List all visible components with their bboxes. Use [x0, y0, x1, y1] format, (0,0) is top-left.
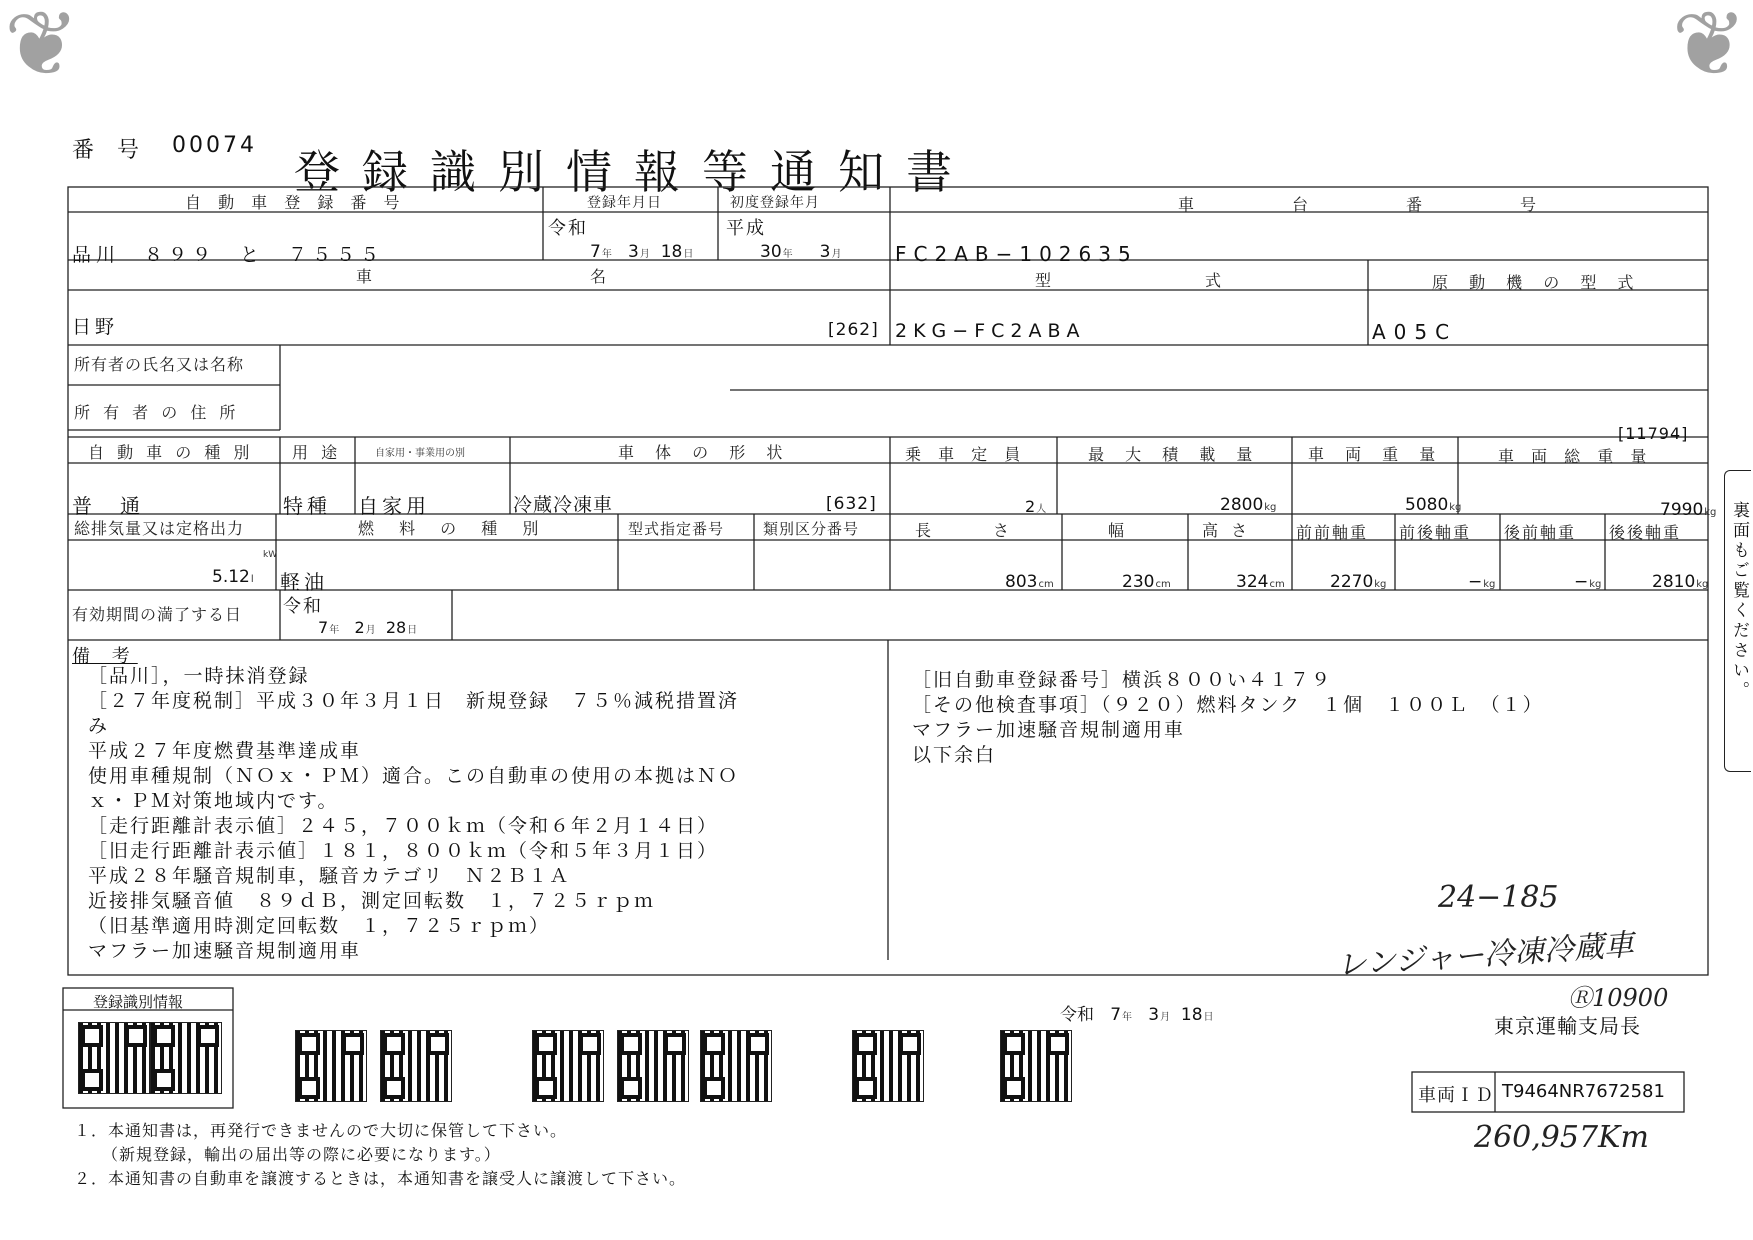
expiry-month: 2: [354, 618, 365, 637]
issue-year: 7: [1110, 1005, 1122, 1025]
gross-weight-value: [1660, 500, 1716, 520]
issue-era: 令和: [1060, 1005, 1094, 1025]
unit-kg: kg: [1704, 507, 1717, 518]
remark-line: マフラー加速騒音規制適用車: [912, 719, 1186, 741]
vehicle-type-value: 普 通: [72, 494, 144, 518]
footer-note-1b: （新規登録，輸出の届出等の際に必要になります。）: [102, 1145, 501, 1164]
qr-section-label: 登録識別情報: [93, 993, 184, 1011]
registration-date-value: [590, 242, 693, 262]
remarks-label: 備 考: [72, 646, 138, 667]
unit-year: 年: [329, 625, 340, 636]
remarks-left: [88, 664, 739, 964]
unit-cm: cm: [1038, 579, 1054, 590]
label-rf-axle: 後前軸重: [1504, 523, 1577, 542]
qr-code: [1000, 1030, 1072, 1102]
width-number: 230: [1122, 572, 1155, 592]
label-length: 長 さ: [915, 521, 1020, 540]
car-name-code: [262]: [828, 320, 879, 340]
fr-axle-value: [1468, 572, 1495, 592]
first-registration-year: 30: [760, 242, 782, 262]
unit-kg: kg: [1449, 502, 1462, 513]
length-value: [1005, 572, 1054, 592]
label-displacement: 総排気量又は定格出力: [74, 519, 245, 538]
registration-day: 18: [660, 242, 683, 262]
first-registration-month: 3: [819, 242, 831, 262]
ff-axle-value: [1330, 572, 1386, 592]
displacement-number: 5.12: [212, 567, 250, 587]
first-registration-value: [760, 242, 842, 262]
qr-code: [295, 1030, 367, 1102]
label-model-1: 型: [1035, 271, 1058, 290]
vehicle-id: T9464NR7672581: [1502, 1081, 1665, 1102]
remark-line: ｘ・ＰＭ対策地域内です。: [88, 790, 339, 812]
rf-axle-number: −: [1574, 572, 1589, 592]
unit-cm: cm: [1269, 579, 1285, 590]
model-value: 2KG−FC2ABA: [895, 320, 1086, 342]
handwritten-code: 24−185: [1438, 880, 1559, 915]
unit-month: 月: [831, 249, 842, 260]
label-capacity: 乗 車 定 員: [905, 445, 1027, 464]
unit-liter: l: [250, 574, 254, 585]
engine-model-value: A05C: [1372, 320, 1458, 344]
label-owner-address: 所 有 者 の 住 所: [74, 403, 240, 422]
unit-kg: kg: [1589, 579, 1602, 590]
remark-line: ［旧自動車登録番号］横浜８００い４１７９: [912, 669, 1333, 691]
qr-code: [532, 1030, 604, 1102]
use-value: 特種: [283, 494, 331, 518]
body-shape-value: 冷蔵冷凍車: [513, 494, 614, 516]
issue-day: 18: [1180, 1005, 1203, 1025]
label-rr-axle: 後後軸重: [1609, 523, 1682, 542]
width-value: [1122, 572, 1171, 592]
unit-day: 日: [407, 625, 418, 636]
handwritten-vehicle-description: レンジャー冷凍冷蔵車: [1335, 927, 1636, 984]
remark-line: 平成２８年騒音規制車，騒音カテゴリ Ｎ２Ｂ１Ａ: [88, 865, 571, 887]
label-height: 高 さ: [1202, 521, 1252, 540]
label-registration-number: 自 動 車 登 録 番 号: [185, 193, 406, 212]
qr-code: [852, 1030, 924, 1102]
qr-code: [78, 1022, 150, 1094]
expiry-year: 7: [318, 618, 329, 637]
footer-note-1: １．本通知書は，再発行できませんので大切に保管して下さい。: [74, 1121, 568, 1140]
remark-line: み: [88, 715, 110, 737]
remark-line: ［２７年度税制］平成３０年３月１日 新規登録 ７５％減税措置済: [88, 690, 740, 712]
remark-line: ［その他検査事項］（９２０）燃料タンク １個 １００Ｌ （１）: [912, 694, 1544, 716]
private-value: 自家用: [358, 494, 430, 518]
label-ff-axle: 前前軸重: [1296, 523, 1369, 542]
unit-kg: kg: [1264, 502, 1277, 513]
expiry-era: 令和: [283, 596, 323, 617]
unit-day: 日: [683, 249, 694, 260]
label-private-business: 自家用・事業用の別: [375, 448, 465, 459]
ff-axle-number: 2270: [1330, 572, 1374, 592]
label-car-name-2: 名: [590, 267, 613, 286]
label-width: 幅: [1108, 521, 1131, 540]
label-fr-axle: 前後軸重: [1399, 523, 1472, 542]
side-note-tab: [1724, 470, 1751, 772]
body-shape-code: [632]: [826, 494, 877, 514]
rr-axle-value: [1652, 572, 1708, 592]
document-number: 00074: [172, 133, 257, 158]
expiry-date-value: [318, 618, 417, 637]
max-load-number: 2800: [1220, 495, 1264, 515]
label-category-number: 類別区分番号: [763, 520, 860, 538]
unit-kg: kg: [1696, 579, 1709, 590]
issue-month: 3: [1148, 1005, 1160, 1025]
vehicle-id-label: 車両ＩＤ: [1418, 1085, 1494, 1106]
remark-line: ［旧走行距離計表示値］１８１，８００ｋｍ（令和５年３月１日）: [88, 840, 719, 862]
registration-month: 3: [628, 242, 639, 262]
remarks-right: [912, 668, 1544, 768]
registration-era: 令和: [548, 218, 588, 239]
qr-code: [617, 1030, 689, 1102]
code-11794: [11794]: [1618, 424, 1689, 443]
remark-line: 平成２７年度燃費基準達成車: [88, 740, 362, 762]
gross-weight-number: 7990: [1660, 500, 1704, 520]
decorative-flourish-top-left: ❦: [4, 0, 80, 97]
label-type-designation: 型式指定番号: [628, 520, 725, 538]
remark-line: （旧基準適用時測定回転数 １，７２５ｒｐｍ）: [88, 915, 551, 937]
displacement-value: [212, 567, 254, 587]
decorative-flourish-top-right: ❦: [1671, 0, 1747, 97]
label-car-name-1: 車: [356, 267, 379, 286]
label-first-registration: 初度登録年月: [730, 195, 820, 211]
rf-axle-value: [1574, 572, 1601, 592]
issue-date: [1060, 1000, 1214, 1025]
label-registration-date: 登録年月日: [587, 195, 662, 211]
max-load-value: [1220, 495, 1276, 515]
capacity-value: [1025, 497, 1046, 516]
plate-number: 品川 ８９９ と ７５５５: [72, 244, 385, 266]
first-registration-era: 平成: [726, 218, 766, 239]
height-number: 324: [1236, 572, 1269, 592]
length-number: 803: [1005, 572, 1038, 592]
unit-kg: kg: [1374, 579, 1387, 590]
qr-code: [380, 1030, 452, 1102]
unit-year: 年: [601, 249, 612, 260]
qr-code: [150, 1022, 222, 1094]
unit-person: 人: [1036, 504, 1047, 515]
remark-line: ［品川］，一時抹消登録: [88, 665, 310, 687]
label-chassis-number: 車 台 番 号: [1178, 195, 1559, 214]
fuel-value: 軽油: [280, 570, 328, 594]
document-title: 登録識別情報等通知書: [294, 145, 974, 199]
label-gross-weight: 車 両 総 重 量: [1498, 447, 1653, 466]
document-number-label: 番 号: [72, 138, 147, 163]
label-body-shape: 車 体 の 形 状: [618, 443, 791, 462]
label-vehicle-weight: 車 両 重 量: [1308, 445, 1444, 464]
chassis-number: FC2AB−102635: [895, 242, 1138, 266]
unit-month: 月: [639, 249, 650, 260]
handwritten-mileage: 260,957Km: [1474, 1120, 1649, 1155]
label-vehicle-type: 自 動 車 の 種 別: [88, 443, 254, 462]
label-use: 用 途: [292, 443, 342, 462]
unit-day: 日: [1203, 1012, 1214, 1023]
remark-line: 近接排気騒音値 ８９ｄＢ，測定回転数 １，７２５ｒｐｍ: [88, 890, 656, 912]
capacity-number: 2: [1025, 497, 1036, 516]
qr-code: [700, 1030, 772, 1102]
footer-note-2: ２．本通知書の自動車を譲渡するときは，本通知書を譲受人に譲渡して下さい。: [74, 1169, 687, 1188]
handwritten-mark: Ⓡ10900: [1568, 984, 1669, 1012]
expiry-day: 28: [385, 618, 407, 637]
unit-month: 月: [1160, 1012, 1171, 1023]
height-value: [1236, 572, 1285, 592]
side-note-text: 裏面もご覧ください。: [1729, 501, 1749, 701]
label-model-2: 式: [1205, 271, 1228, 290]
issuer: 東京運輸支局長: [1494, 1014, 1641, 1038]
remark-line: マフラー加速騒音規制適用車: [88, 940, 362, 962]
unit-kg: kg: [1483, 579, 1496, 590]
remark-line: 使用車種規制（ＮＯｘ・ＰＭ）適合。この自動車の使用の本拠はＮＯ: [88, 765, 740, 787]
label-engine-model: 原 動 機 の 型 式: [1432, 273, 1642, 292]
rr-axle-number: 2810: [1652, 572, 1696, 592]
registration-year: 7: [590, 242, 601, 262]
vehicle-weight-value: [1405, 495, 1461, 515]
unit-cm: cm: [1155, 579, 1171, 590]
remark-line: ［走行距離計表示値］２４５，７００ｋｍ（令和６年２月１４日）: [88, 815, 719, 837]
label-expiry: 有効期間の満了する日: [72, 605, 243, 624]
unit-kw: kW: [263, 550, 278, 560]
unit-year: 年: [1122, 1012, 1133, 1023]
label-fuel: 燃 料 の 種 別: [358, 519, 549, 538]
unit-month: 月: [365, 625, 376, 636]
remark-line: 以下余白: [912, 744, 997, 766]
unit-year: 年: [782, 249, 793, 260]
car-name: 日野: [72, 316, 119, 338]
vehicle-weight-number: 5080: [1405, 495, 1449, 515]
label-max-load: 最 大 積 載 量: [1088, 445, 1261, 464]
fr-axle-number: −: [1468, 572, 1483, 592]
label-owner-name: 所有者の氏名又は名称: [74, 355, 245, 374]
